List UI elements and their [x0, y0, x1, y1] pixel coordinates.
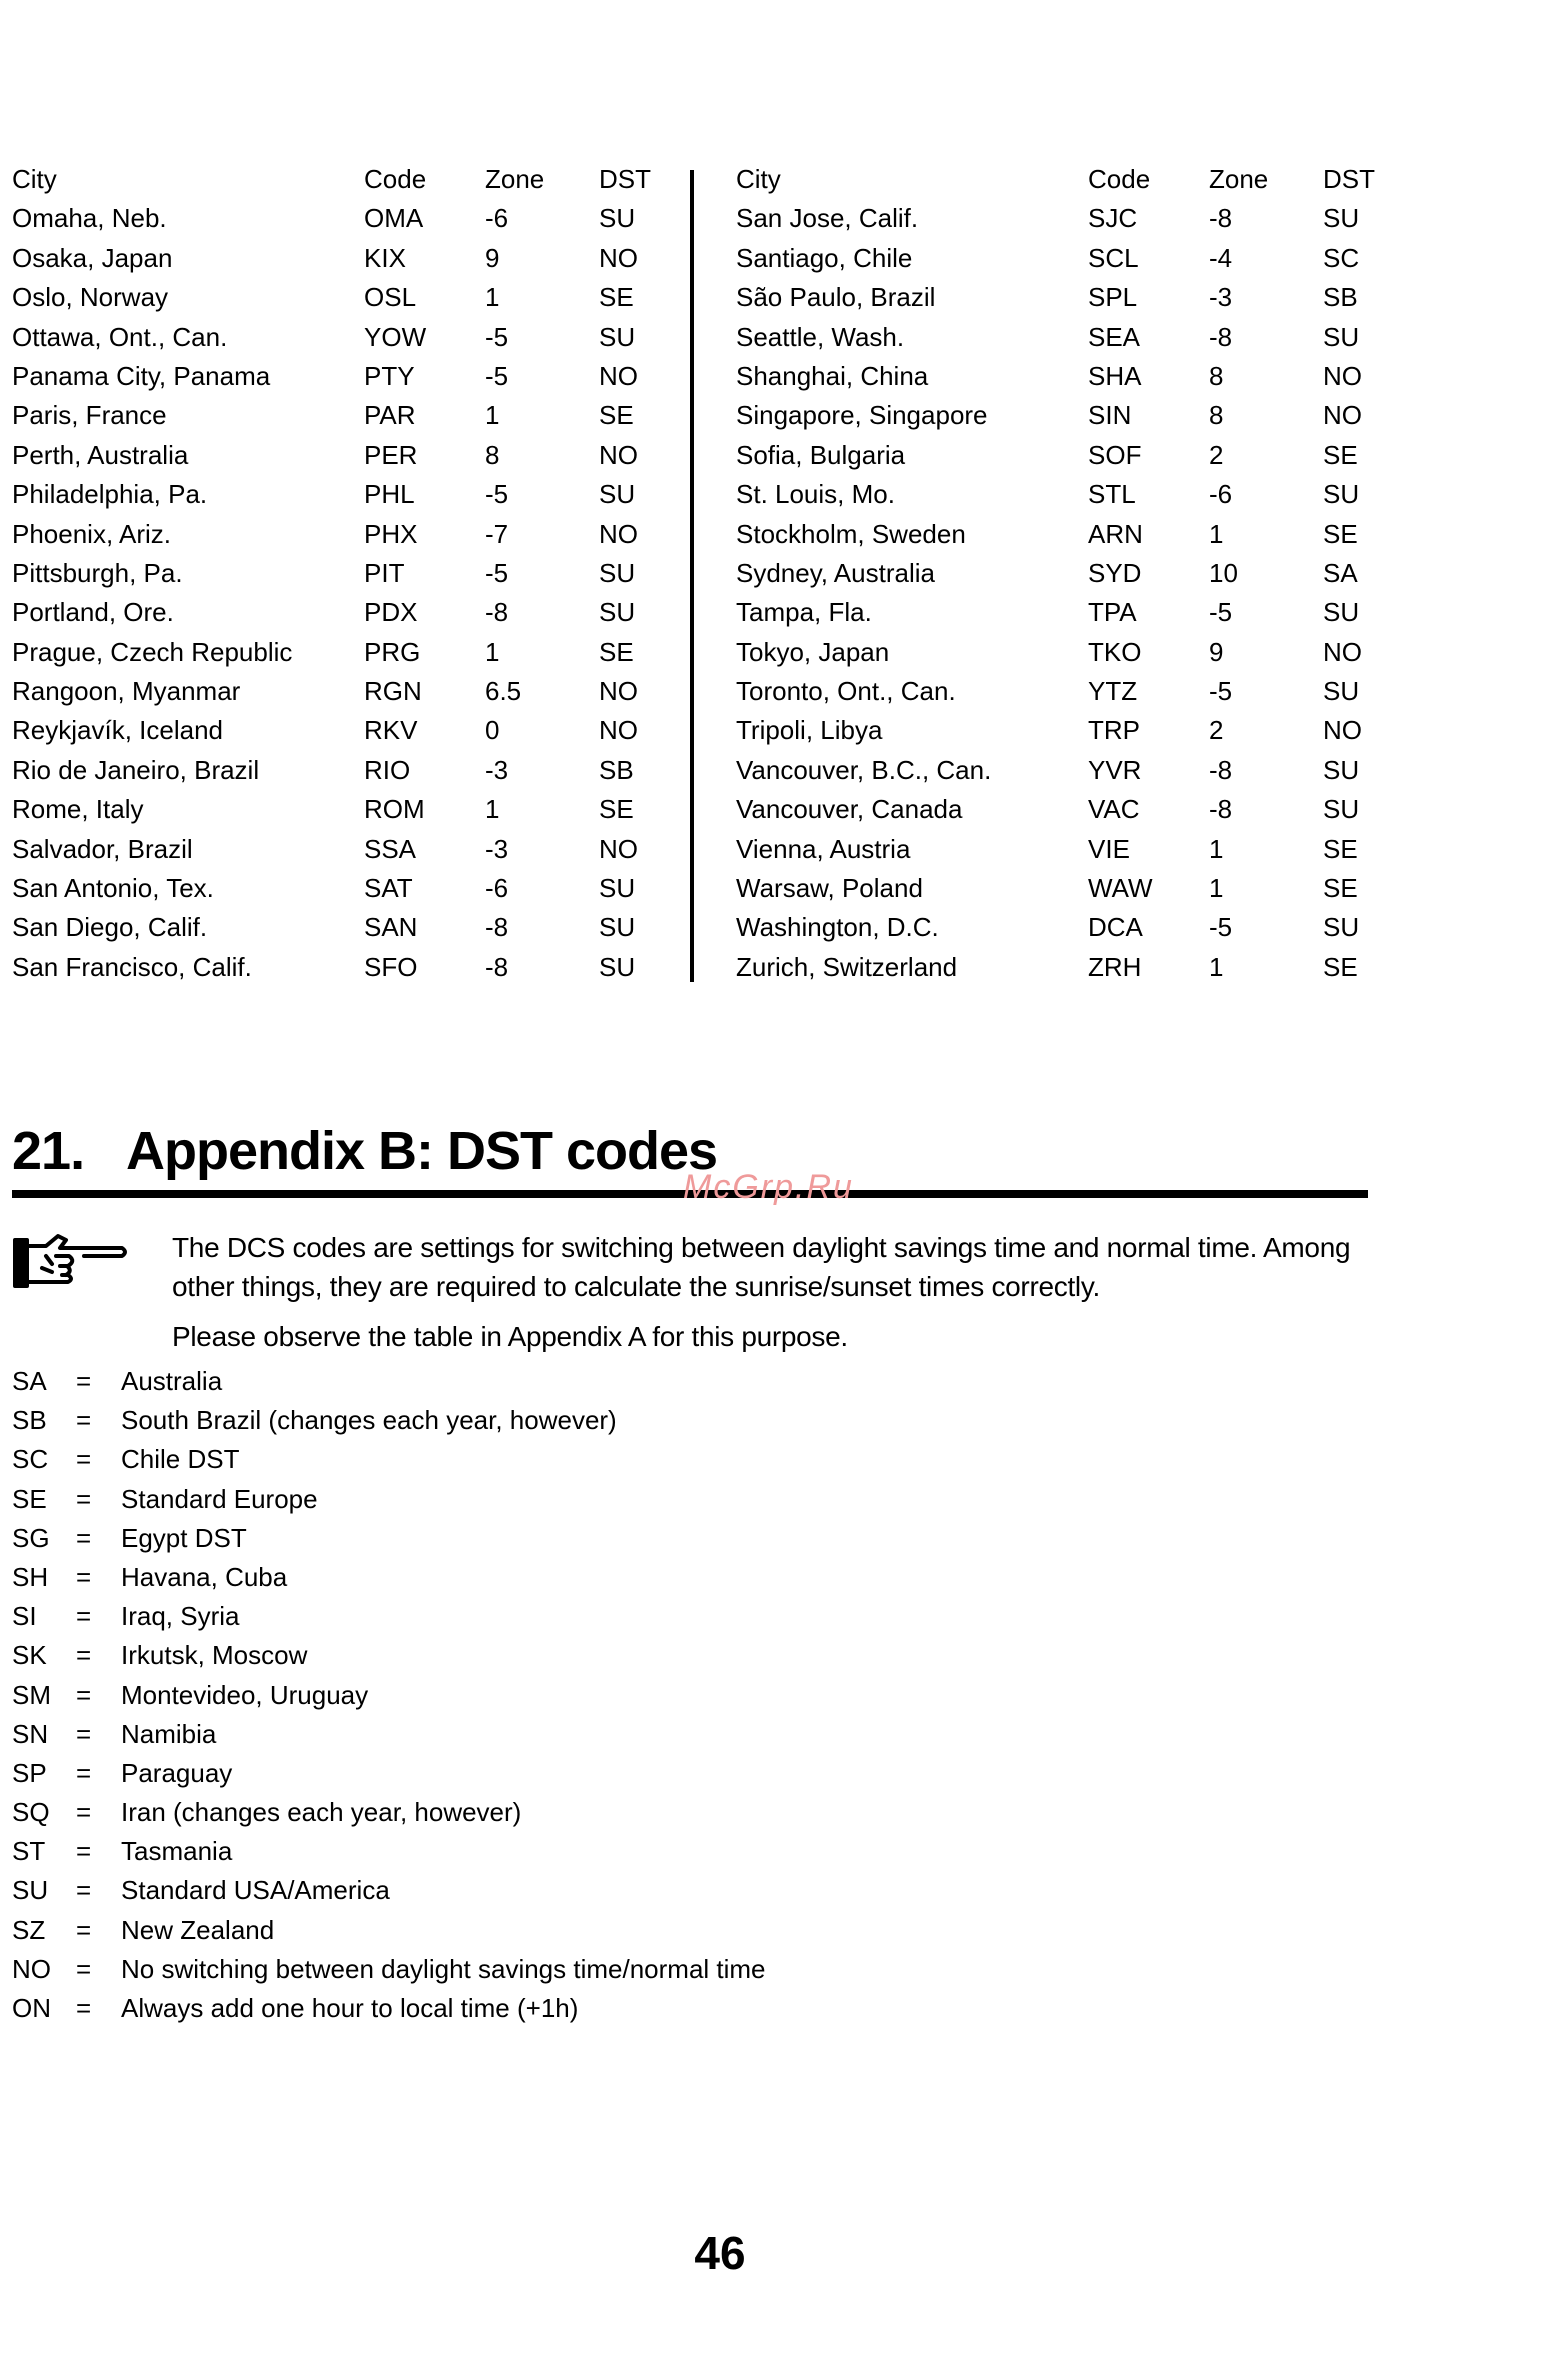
list-item	[12, 1793, 912, 1832]
table-row	[12, 515, 672, 554]
cell-city: Osaka, Japan	[12, 242, 173, 273]
dst-code: ST	[12, 1836, 46, 1867]
cell-zone: -7	[485, 518, 509, 549]
table-row	[736, 790, 1396, 829]
dst-code: SH	[12, 1561, 49, 1592]
list-item	[12, 1715, 912, 1754]
cell-zone: -3	[485, 754, 509, 785]
list-item	[12, 1519, 912, 1558]
dst-eq: =	[76, 1797, 92, 1828]
dst-code: SN	[12, 1718, 49, 1749]
cell-zone: 8	[1209, 400, 1224, 431]
table-row	[736, 554, 1396, 593]
dst-eq: =	[76, 1601, 92, 1632]
cell-code: PAR	[364, 400, 416, 431]
header-zone: Zone	[485, 164, 545, 194]
cell-code: RIO	[364, 754, 411, 785]
cell-dst: SU	[599, 203, 636, 234]
cell-dst: SU	[599, 557, 636, 588]
cell-dst: SU	[1323, 912, 1360, 943]
dst-desc: Montevideo, Uruguay	[121, 1679, 369, 1710]
cell-zone: 0	[485, 715, 500, 746]
cell-code: YOW	[364, 321, 427, 352]
list-item	[12, 1950, 912, 1989]
cell-city: Shanghai, China	[736, 360, 929, 391]
cell-zone: 1	[1209, 873, 1224, 904]
cell-dst: SU	[1323, 794, 1360, 825]
cell-city: Omaha, Neb.	[12, 203, 167, 234]
dst-desc: Paraguay	[121, 1757, 233, 1788]
cell-code: PDX	[364, 597, 418, 628]
table-row	[12, 239, 672, 278]
cell-city: San Francisco, Calif.	[12, 951, 252, 982]
table-row	[12, 948, 672, 987]
cell-city: Tampa, Fla.	[736, 597, 872, 628]
table-row	[12, 672, 672, 711]
note-paragraph: The DCS codes are settings for switching between daylight savings time and normal time. Among other things, they are required to calculate the sunrise/sunset times correctly.	[172, 1232, 1351, 1302]
dst-eq: =	[76, 1953, 92, 1984]
cell-code: YVR	[1088, 754, 1142, 785]
dst-eq: =	[76, 1836, 92, 1867]
list-item	[12, 1440, 912, 1479]
cell-city: Salvador, Brazil	[12, 833, 193, 864]
table-row	[736, 908, 1396, 947]
cell-zone: -4	[1209, 242, 1233, 273]
dst-desc: Egypt DST	[121, 1522, 247, 1553]
list-item	[12, 1480, 912, 1519]
list-item	[12, 1597, 912, 1636]
cell-code: OSL	[364, 282, 417, 313]
dst-code: NO	[12, 1953, 51, 1984]
table-row	[736, 593, 1396, 632]
cell-dst: SU	[599, 597, 636, 628]
cell-city: Rome, Italy	[12, 794, 144, 825]
table-row	[12, 830, 672, 869]
cell-code: VIE	[1088, 833, 1130, 864]
table-row	[736, 278, 1396, 317]
list-item	[12, 1362, 912, 1401]
cell-zone: 8	[1209, 360, 1224, 391]
cell-city: Toronto, Ont., Can.	[736, 676, 956, 707]
cell-zone: -3	[485, 833, 509, 864]
table-header-row	[12, 160, 672, 199]
table-row	[12, 554, 672, 593]
cell-dst: SU	[599, 479, 636, 510]
header-dst: DST	[599, 164, 651, 194]
table-row	[736, 633, 1396, 672]
dst-eq: =	[76, 1483, 92, 1514]
cell-zone: 8	[485, 439, 500, 470]
dst-desc: Irkutsk, Moscow	[121, 1640, 308, 1671]
cell-zone: -3	[1209, 282, 1233, 313]
dst-desc: New Zealand	[121, 1914, 275, 1945]
table-row	[12, 396, 672, 435]
table-row	[12, 711, 672, 750]
cell-zone: -8	[1209, 321, 1233, 352]
cell-zone: -8	[1209, 794, 1233, 825]
cell-code: PTY	[364, 360, 415, 391]
cell-dst: SU	[1323, 754, 1360, 785]
cell-zone: -8	[1209, 203, 1233, 234]
cell-city: Paris, France	[12, 400, 167, 431]
cell-code: PIT	[364, 557, 405, 588]
dst-code: SK	[12, 1640, 47, 1671]
cell-dst: NO	[1323, 636, 1362, 667]
cell-dst: NO	[599, 242, 638, 273]
table-row	[12, 199, 672, 238]
header-code: Code	[364, 164, 427, 194]
table-row	[12, 593, 672, 632]
cell-code: SCL	[1088, 242, 1139, 273]
cell-city: San Diego, Calif.	[12, 912, 208, 943]
cell-code: ZRH	[1088, 951, 1142, 982]
cell-zone: 10	[1209, 557, 1238, 588]
cell-code: SAT	[364, 873, 413, 904]
cell-zone: -5	[485, 321, 509, 352]
dst-eq: =	[76, 1366, 92, 1396]
dst-desc: South Brazil (changes each year, however)	[121, 1405, 617, 1436]
table-row	[736, 396, 1396, 435]
cell-city: Tokyo, Japan	[736, 636, 890, 667]
cell-zone: -5	[1209, 676, 1233, 707]
cell-zone: 1	[485, 636, 500, 667]
dst-code: SA	[12, 1366, 47, 1396]
cell-city: Singapore, Singapore	[736, 400, 988, 431]
dst-eq: =	[76, 1679, 92, 1710]
watermark: McGrp.Ru	[683, 1168, 854, 1206]
cell-zone: -8	[1209, 754, 1233, 785]
list-item	[12, 1989, 912, 2028]
header-zone: Zone	[1209, 164, 1269, 194]
dst-desc: Chile DST	[121, 1444, 240, 1475]
table-row	[12, 357, 672, 396]
dst-code-list	[12, 1362, 912, 2028]
dst-eq: =	[76, 1914, 92, 1945]
table-row	[736, 475, 1396, 514]
cell-city: San Jose, Calif.	[736, 203, 919, 234]
dst-code: SB	[12, 1405, 47, 1436]
cell-dst: SA	[1323, 557, 1358, 588]
cell-code: PHX	[364, 518, 418, 549]
cell-city: Pittsburgh, Pa.	[12, 557, 183, 588]
cell-dst: SB	[599, 754, 634, 785]
dst-eq: =	[76, 1640, 92, 1671]
cell-zone: -6	[1209, 479, 1233, 510]
dst-code: SU	[12, 1875, 49, 1906]
note-text	[172, 1228, 1372, 1356]
cell-zone: -8	[485, 597, 509, 628]
dst-code: SI	[12, 1601, 37, 1632]
cell-city: Panama City, Panama	[12, 360, 271, 391]
cell-code: OMA	[364, 203, 424, 234]
table-row	[12, 318, 672, 357]
cell-dst: SE	[599, 282, 634, 313]
cell-code: YTZ	[1088, 676, 1138, 707]
cell-zone: -5	[485, 557, 509, 588]
cell-dst: SU	[1323, 479, 1360, 510]
cell-city: Perth, Australia	[12, 439, 189, 470]
cell-dst: SE	[1323, 439, 1358, 470]
cell-code: SAN	[364, 912, 418, 943]
table-row	[736, 436, 1396, 475]
table-body	[736, 199, 1396, 987]
note-paragraph: Please observe the table in Appendix A for this purpose.	[172, 1321, 848, 1352]
cell-code: SPL	[1088, 282, 1138, 313]
cell-code: SHA	[1088, 360, 1142, 391]
dst-eq: =	[76, 1561, 92, 1592]
cell-city: Oslo, Norway	[12, 282, 169, 313]
table-row	[736, 751, 1396, 790]
table-body	[12, 199, 672, 987]
dst-eq: =	[76, 1718, 92, 1749]
dst-code: SC	[12, 1444, 49, 1475]
table-row	[12, 790, 672, 829]
cell-zone: 1	[485, 282, 500, 313]
cell-city: Phoenix, Ariz.	[12, 518, 171, 549]
cell-code: PER	[364, 439, 418, 470]
cell-dst: NO	[1323, 360, 1362, 391]
dst-desc: Iraq, Syria	[121, 1601, 240, 1632]
dst-desc: Iran (changes each year, however)	[121, 1797, 522, 1828]
cell-dst: SU	[599, 873, 636, 904]
cell-dst: SC	[1323, 242, 1360, 273]
header-dst: DST	[1323, 164, 1375, 194]
city-table-left	[12, 160, 672, 987]
cell-dst: SE	[599, 636, 634, 667]
cell-code: PHL	[364, 479, 415, 510]
dst-code: SE	[12, 1483, 47, 1514]
table-row	[736, 869, 1396, 908]
list-item	[12, 1676, 912, 1715]
cell-zone: 9	[1209, 636, 1224, 667]
cell-zone: 1	[1209, 833, 1224, 864]
dst-desc: Standard USA/America	[121, 1875, 390, 1906]
cell-zone: -5	[1209, 912, 1233, 943]
table-row	[736, 199, 1396, 238]
cell-zone: 1	[1209, 518, 1224, 549]
table-row	[736, 357, 1396, 396]
cell-city: Zurich, Switzerland	[736, 951, 958, 982]
table-row	[12, 908, 672, 947]
cell-city: Warsaw, Poland	[736, 873, 923, 904]
cell-code: PRG	[364, 636, 421, 667]
table-row	[736, 239, 1396, 278]
cell-dst: SU	[1323, 676, 1360, 707]
cell-city: Vienna, Austria	[736, 833, 911, 864]
table-row	[736, 830, 1396, 869]
cell-code: SOF	[1088, 439, 1142, 470]
cell-city: Sofia, Bulgaria	[736, 439, 906, 470]
dst-code: SM	[12, 1679, 51, 1710]
table-header-row	[736, 160, 1396, 199]
cell-code: VAC	[1088, 794, 1140, 825]
table-row	[736, 515, 1396, 554]
dst-desc: Australia	[121, 1366, 223, 1396]
dst-desc: Always add one hour to local time (+1h)	[121, 1993, 579, 2023]
header-city: City	[736, 164, 781, 194]
cell-city: Reykjavík, Iceland	[12, 715, 223, 746]
cell-zone: -6	[485, 873, 509, 904]
cell-dst: NO	[599, 676, 638, 707]
table-row	[736, 318, 1396, 357]
cell-dst: NO	[1323, 400, 1362, 431]
city-table-right	[736, 160, 1396, 987]
cell-zone: 1	[485, 400, 500, 431]
dst-code: SG	[12, 1522, 50, 1553]
cell-code: ARN	[1088, 518, 1143, 549]
cell-code: SIN	[1088, 400, 1132, 431]
cell-dst: SU	[599, 321, 636, 352]
cell-zone: 2	[1209, 715, 1224, 746]
dst-eq: =	[76, 1875, 92, 1906]
cell-dst: SU	[1323, 597, 1360, 628]
cell-zone: 1	[1209, 951, 1224, 982]
cell-zone: -8	[485, 951, 509, 982]
cell-code: TPA	[1088, 597, 1137, 628]
cell-zone: -5	[485, 360, 509, 391]
cell-city: Rio de Janeiro, Brazil	[12, 754, 260, 785]
dst-code: SP	[12, 1757, 47, 1788]
header-code: Code	[1088, 164, 1151, 194]
cell-zone: -5	[1209, 597, 1233, 628]
cell-dst: SE	[1323, 951, 1358, 982]
cell-code: DCA	[1088, 912, 1143, 943]
cell-dst: SU	[599, 912, 636, 943]
cell-dst: SU	[599, 951, 636, 982]
cell-city: San Antonio, Tex.	[12, 873, 214, 904]
cell-city: Sydney, Australia	[736, 557, 935, 588]
cell-dst: SU	[1323, 321, 1360, 352]
section-heading	[12, 1120, 717, 1182]
cell-code: WAW	[1088, 873, 1153, 904]
cell-city: São Paulo, Brazil	[736, 282, 936, 313]
dst-eq: =	[76, 1405, 92, 1436]
dst-desc: Tasmania	[121, 1836, 233, 1867]
cell-code: SSA	[364, 833, 417, 864]
dst-desc: Havana, Cuba	[121, 1561, 288, 1592]
page-number: 46	[694, 2227, 746, 2279]
dst-code: SQ	[12, 1797, 50, 1828]
cell-city: Rangoon, Myanmar	[12, 676, 241, 707]
cell-code: RGN	[364, 676, 422, 707]
cell-code: TRP	[1088, 715, 1140, 746]
cell-dst: SU	[1323, 203, 1360, 234]
table-row	[12, 869, 672, 908]
cell-code: SEA	[1088, 321, 1141, 352]
cell-code: STL	[1088, 479, 1136, 510]
cell-dst: NO	[599, 518, 638, 549]
pointing-hand-icon	[12, 1232, 130, 1292]
cell-city: Tripoli, Libya	[736, 715, 883, 746]
list-item	[12, 1636, 912, 1675]
cell-zone: 2	[1209, 439, 1224, 470]
cell-dst: SE	[1323, 873, 1358, 904]
cell-dst: SE	[599, 794, 634, 825]
cell-code: SFO	[364, 951, 418, 982]
cell-dst: SE	[1323, 833, 1358, 864]
table-row	[12, 633, 672, 672]
cell-city: Stockholm, Sweden	[736, 518, 966, 549]
cell-city: Vancouver, B.C., Can.	[736, 754, 992, 785]
cell-code: ROM	[364, 794, 425, 825]
section-title: Appendix B: DST codes	[126, 1121, 718, 1181]
dst-desc: Namibia	[121, 1718, 217, 1749]
cell-code: RKV	[364, 715, 418, 746]
cell-zone: 9	[485, 242, 500, 273]
cell-city: Ottawa, Ont., Can.	[12, 321, 228, 352]
list-item	[12, 1558, 912, 1597]
cell-dst: SE	[1323, 518, 1358, 549]
cell-city: Santiago, Chile	[736, 242, 913, 273]
cell-zone: -8	[485, 912, 509, 943]
cell-code: KIX	[364, 242, 406, 273]
table-row	[12, 436, 672, 475]
dst-code: SZ	[12, 1914, 46, 1945]
cell-city: Seattle, Wash.	[736, 321, 905, 352]
cell-dst: NO	[599, 360, 638, 391]
cell-code: SJC	[1088, 203, 1138, 234]
dst-eq: =	[76, 1444, 92, 1475]
cell-city: Portland, Ore.	[12, 597, 174, 628]
section-number: 21.	[12, 1121, 85, 1181]
table-row	[12, 475, 672, 514]
column-divider	[690, 170, 694, 982]
table-row	[736, 672, 1396, 711]
cell-zone: 6.5	[485, 676, 522, 707]
cell-zone: 1	[485, 794, 500, 825]
cell-city: Vancouver, Canada	[736, 794, 963, 825]
dst-eq: =	[76, 1522, 92, 1553]
list-item	[12, 1754, 912, 1793]
list-item	[12, 1401, 912, 1440]
cell-code: SYD	[1088, 557, 1142, 588]
dst-eq: =	[76, 1993, 92, 2023]
cell-city: Philadelphia, Pa.	[12, 479, 208, 510]
cell-dst: NO	[599, 833, 638, 864]
dst-desc: Standard Europe	[121, 1483, 318, 1514]
cell-city: Prague, Czech Republic	[12, 636, 293, 667]
cell-dst: NO	[1323, 715, 1362, 746]
table-row	[736, 948, 1396, 987]
dst-code: ON	[12, 1993, 51, 2023]
cell-city: St. Louis, Mo.	[736, 479, 895, 510]
cell-city: Washington, D.C.	[736, 912, 939, 943]
cell-dst: NO	[599, 715, 638, 746]
list-item	[12, 1871, 912, 1910]
table-row	[12, 278, 672, 317]
dst-desc: No switching between daylight savings time/normal time	[121, 1953, 766, 1984]
list-item	[12, 1832, 912, 1871]
table-row	[736, 711, 1396, 750]
cell-dst: NO	[599, 439, 638, 470]
dst-eq: =	[76, 1757, 92, 1788]
cell-dst: SB	[1323, 282, 1358, 313]
cell-zone: -5	[485, 479, 509, 510]
table-row	[12, 751, 672, 790]
list-item	[12, 1911, 912, 1950]
header-city: City	[12, 164, 57, 194]
cell-zone: -6	[485, 203, 509, 234]
cell-code: TKO	[1088, 636, 1142, 667]
cell-dst: SE	[599, 400, 634, 431]
